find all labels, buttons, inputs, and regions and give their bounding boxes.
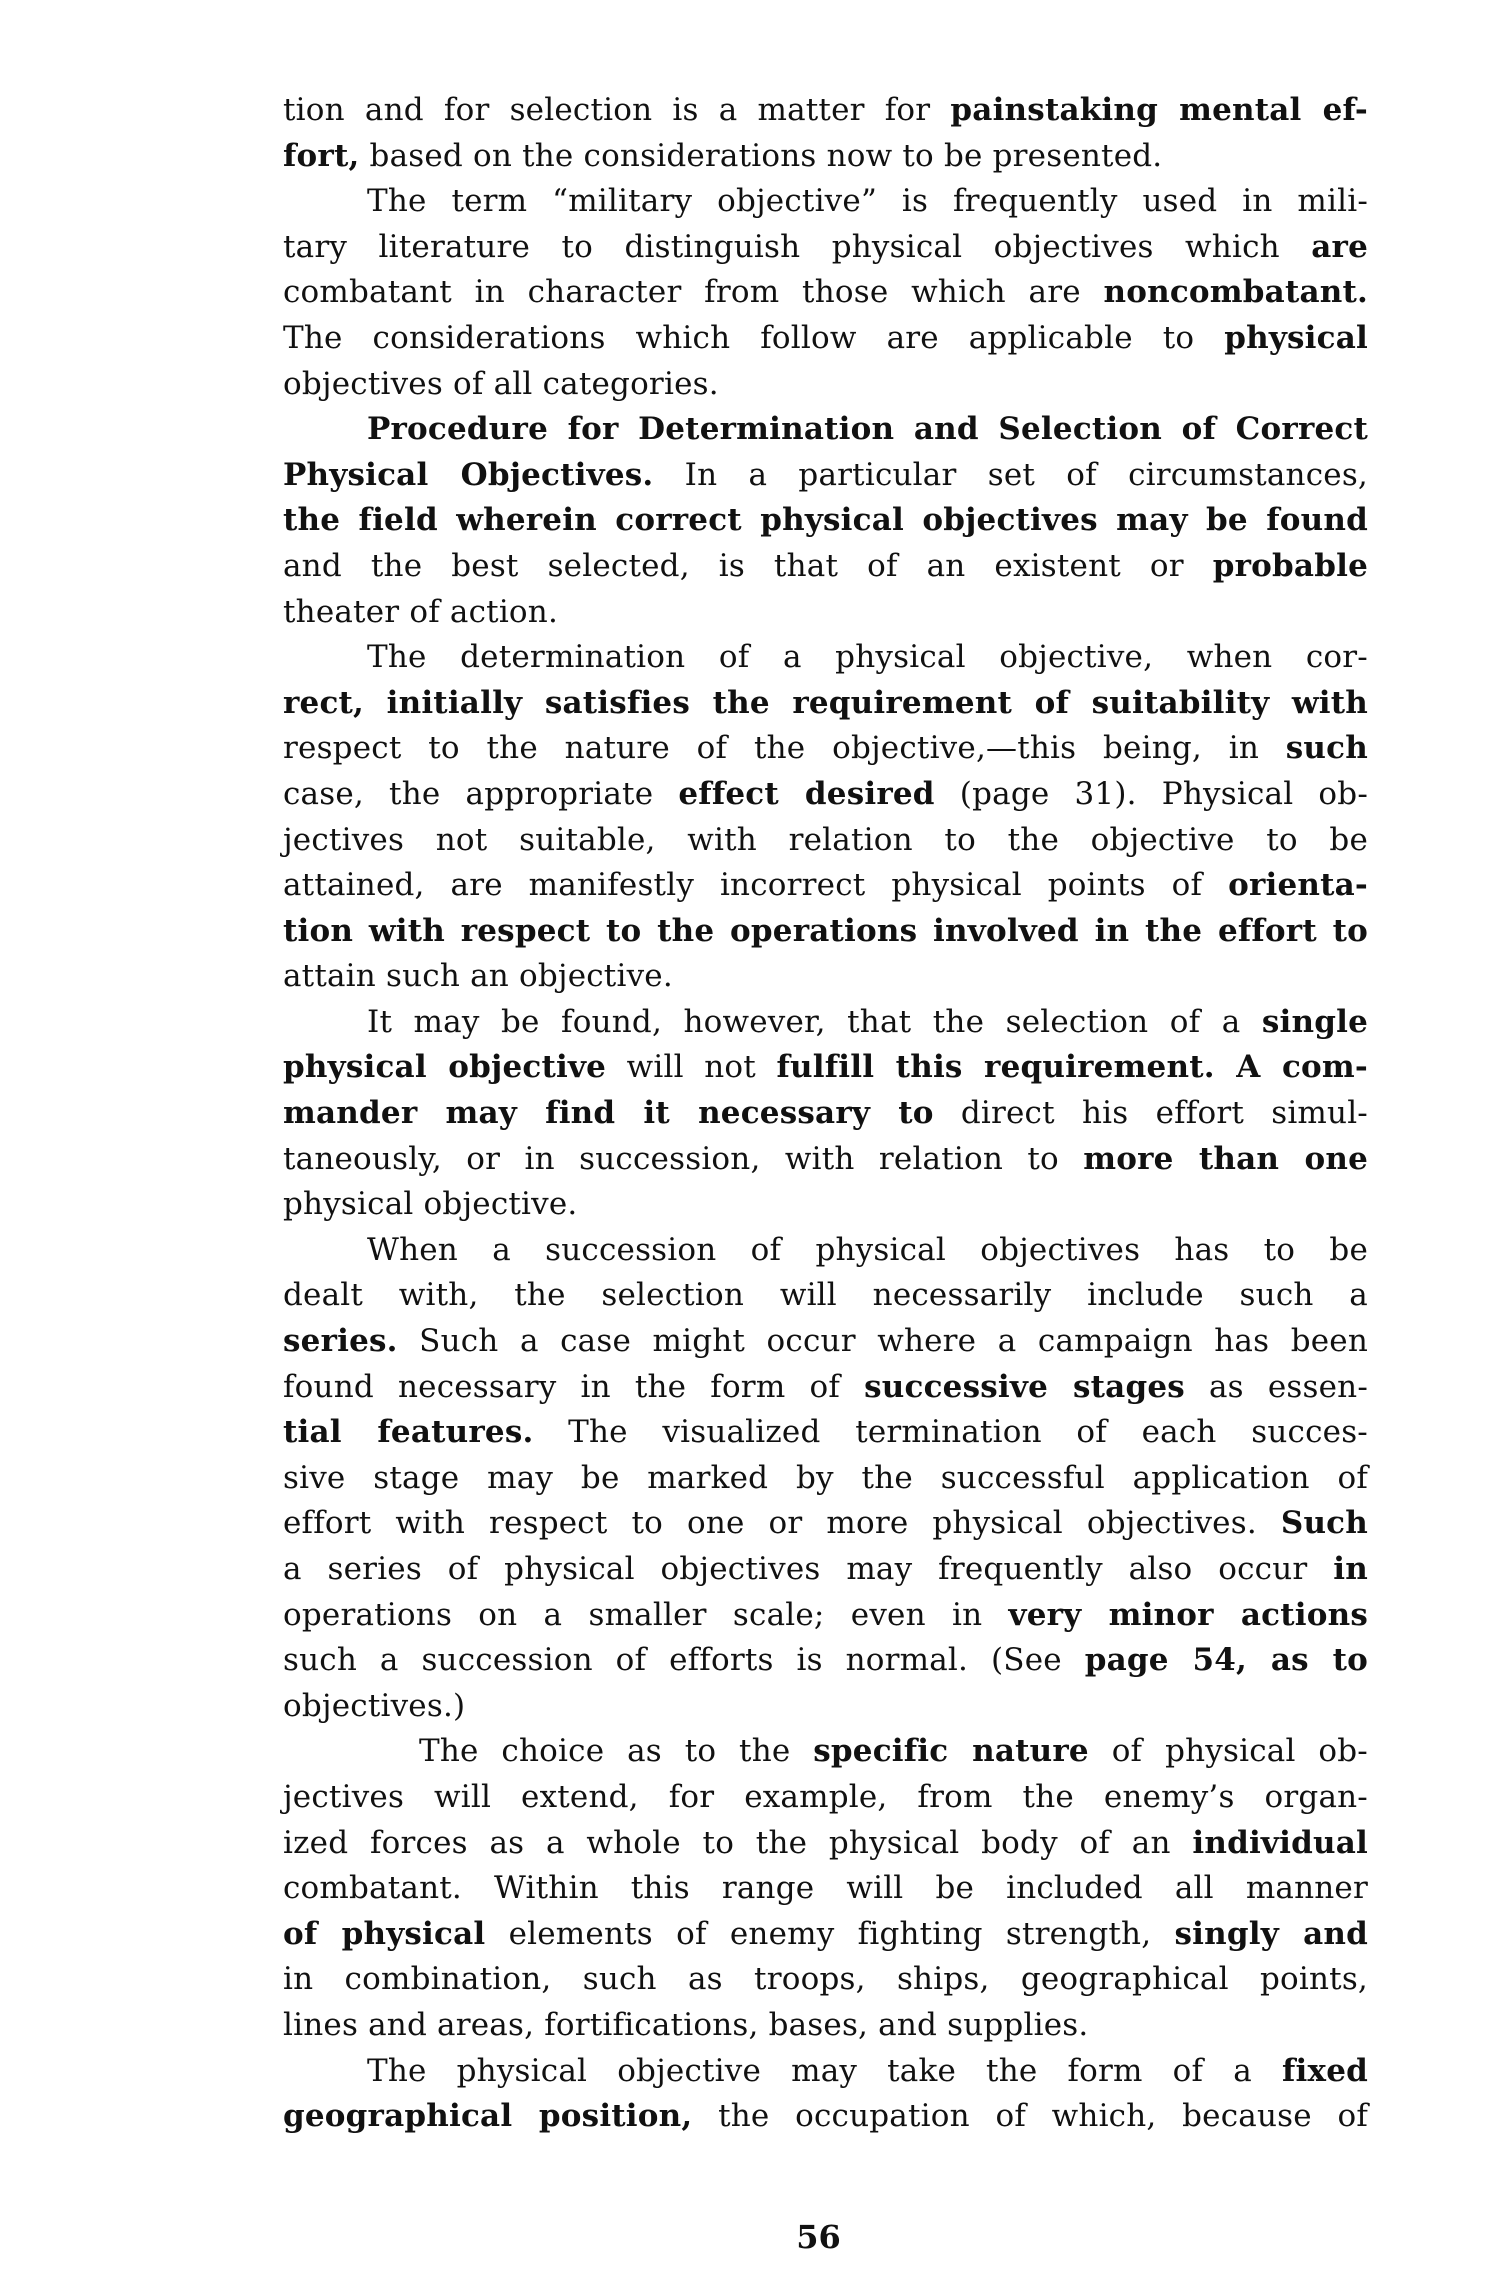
text-line	[283, 544, 1368, 590]
text-run: operations on a smaller scale; even in	[283, 1596, 1009, 1633]
bold-text-run: specific nature	[813, 1733, 1089, 1770]
text-line	[283, 2049, 1368, 2095]
bold-text-run: probable	[1212, 547, 1368, 584]
bold-text-run: page 54, as to	[1084, 1642, 1368, 1679]
text-line	[283, 954, 1368, 1000]
bold-text-run: fort,	[283, 137, 360, 174]
bold-text-run: fulfill this requirement. A com-	[776, 1049, 1368, 1086]
bold-text-run: physical objective	[283, 1049, 607, 1086]
text-line	[283, 88, 1368, 134]
text-line	[283, 1638, 1368, 1684]
text-run: When a succession of physical objectives has to be	[367, 1231, 1368, 1268]
text-line	[283, 772, 1368, 818]
text-run: dealt with, the selection will necessarily include such a	[283, 1277, 1368, 1314]
text-run: The physical objective may take the form of a	[367, 2052, 1282, 2089]
text-run: tion and for selection is a matter for	[283, 92, 951, 128]
bold-text-run: very minor actions	[1008, 1596, 1368, 1633]
text-line	[283, 1866, 1368, 1912]
text-line	[283, 1091, 1368, 1137]
bold-text-run: are	[1311, 228, 1368, 265]
text-run: found necessary in the form of	[283, 1368, 865, 1405]
bold-text-run: noncombatant.	[1103, 274, 1368, 311]
text-run: respect to the nature of the objective,—this being, in	[283, 730, 1286, 767]
text-line	[283, 1319, 1368, 1365]
text-line	[283, 1547, 1368, 1593]
text-run: The considerations which follow are applicable to	[283, 319, 1225, 356]
text-line	[283, 1729, 1368, 1775]
text-run: objectives.)	[283, 1687, 466, 1724]
text-line	[283, 1273, 1368, 1319]
text-line	[283, 362, 1368, 408]
bold-text-run: fixed	[1282, 2052, 1368, 2089]
bold-text-run: in the effort to	[1094, 912, 1368, 949]
page-number	[0, 2218, 1511, 2256]
text-line	[283, 1137, 1368, 1183]
paragraph-p7-fixed-position	[283, 2049, 1368, 2140]
bold-text-run: Physical Objectives.	[283, 456, 654, 493]
text-run: direct his effort simul-	[933, 1095, 1368, 1132]
bold-text-run: series.	[283, 1323, 398, 1360]
text-run: will not	[606, 1049, 777, 1086]
text-line	[283, 1501, 1368, 1547]
text-line	[283, 407, 1368, 453]
paragraph-p2-procedure	[283, 407, 1368, 635]
bold-text-run: painstaking mental ef-	[950, 92, 1368, 128]
bold-text-run: more than one	[1083, 1140, 1368, 1177]
text-run: the occupation of which, because of	[692, 2098, 1368, 2135]
text-line	[283, 681, 1368, 727]
bold-text-run: individual	[1192, 1824, 1368, 1861]
text-run: case, the appropriate	[283, 775, 679, 812]
text-run: The term “military objective” is frequently used in mili-	[367, 183, 1368, 220]
text-line	[283, 818, 1368, 864]
text-line	[283, 1912, 1368, 1958]
text-line	[283, 225, 1368, 271]
text-line	[283, 1045, 1368, 1091]
text-line	[283, 2003, 1368, 2049]
text-run: combatant. Within this range will be included all manner	[283, 1870, 1368, 1907]
text-run: and the best selected, is that of an existent or	[283, 547, 1213, 584]
text-run: objectives of all categories.	[283, 365, 719, 402]
bold-text-run: orienta-	[1228, 867, 1368, 904]
body-text	[283, 88, 1368, 2140]
text-line	[283, 1000, 1368, 1046]
bold-text-run: rect, initially satisfies the requirement of suitability with	[283, 684, 1368, 721]
text-run: in combination, such as troops, ships, geographical points,	[283, 1961, 1368, 1998]
text-run: The visualized termination of each succes-	[533, 1414, 1368, 1451]
text-run: physical objective.	[283, 1186, 578, 1223]
text-run: (page 31). Physical ob-	[934, 775, 1369, 812]
text-line	[283, 1775, 1368, 1821]
text-line	[283, 1456, 1368, 1502]
text-line	[283, 498, 1368, 544]
text-line	[283, 2094, 1368, 2140]
text-line	[283, 726, 1368, 772]
text-run: ized forces as a whole to the physical body of an	[283, 1824, 1193, 1861]
text-run: elements of enemy fighting strength,	[485, 1915, 1175, 1952]
bold-text-run: the field wherein correct physical objectives may be found	[283, 502, 1368, 539]
paragraph-p0-continuation	[283, 88, 1368, 179]
paragraph-p6-specific-nature	[283, 1729, 1368, 2048]
text-line	[283, 635, 1368, 681]
text-line	[283, 1410, 1368, 1456]
bold-text-run: in	[1333, 1551, 1368, 1587]
text-run: attain such an objective.	[283, 958, 673, 995]
document-page	[283, 88, 1368, 2140]
text-run: effort with respect to one or more physical objectives.	[283, 1505, 1281, 1542]
text-run: The choice as to the	[419, 1733, 814, 1770]
text-run: attained, are manifestly incorrect physical points of	[283, 867, 1229, 904]
bold-text-run: such	[1285, 730, 1368, 767]
text-line	[283, 1593, 1368, 1639]
text-run: combatant in character from those which are	[283, 274, 1104, 311]
paragraph-p4-single-objective	[283, 1000, 1368, 1228]
text-line	[283, 1228, 1368, 1274]
text-run: tary literature to distinguish physical objectives which	[283, 228, 1312, 265]
text-line	[283, 863, 1368, 909]
text-run: The determination of a physical objective, when cor-	[367, 639, 1368, 676]
text-line	[283, 1957, 1368, 2003]
bold-text-run: geographical position,	[283, 2098, 693, 2135]
text-line	[283, 316, 1368, 362]
text-run: a series of physical objectives may frequently also occur	[283, 1551, 1334, 1587]
bold-text-run: of physical	[283, 1915, 486, 1952]
text-line	[283, 179, 1368, 225]
text-run: It may be found, however, that the selection of a	[367, 1003, 1262, 1040]
text-run: lines and areas, fortifications, bases, and supplies.	[283, 2006, 1089, 2043]
bold-text-run: physical	[1224, 319, 1368, 356]
paragraph-p1-military-objective	[283, 179, 1368, 407]
text-run: sive stage may be marked by the successful application of	[283, 1459, 1368, 1496]
bold-text-run: successive stages	[864, 1368, 1185, 1405]
text-run: taneously, or in succession, with relation to	[283, 1140, 1084, 1177]
paragraph-p3-determination	[283, 635, 1368, 1000]
text-run: Such a case might occur where a campaign has been	[397, 1323, 1368, 1360]
text-line	[283, 1365, 1368, 1411]
text-line	[283, 270, 1368, 316]
page-number-label: 56	[796, 2218, 841, 2256]
text-run: of physical ob-	[1088, 1733, 1368, 1770]
bold-text-run: effect desired	[678, 775, 935, 812]
text-run: theater of action.	[283, 593, 559, 630]
bold-text-run: single	[1261, 1003, 1368, 1040]
bold-text-run: tion with respect to the operations involved	[283, 912, 1095, 949]
bold-text-run: singly and	[1174, 1915, 1368, 1952]
bold-text-run: Procedure for Determination and Selection of Correct	[367, 411, 1368, 448]
bold-text-run: Such	[1280, 1505, 1368, 1542]
text-line	[283, 453, 1368, 499]
text-run: jectives will extend, for example, from the enemy’s organ-	[283, 1778, 1368, 1815]
text-run: jectives not suitable, with relation to the objective to be	[283, 821, 1368, 858]
text-line	[283, 590, 1368, 636]
bold-text-run: tial features.	[283, 1414, 534, 1451]
bold-text-run: mander may find it necessary to	[283, 1095, 934, 1132]
text-line	[283, 134, 1368, 180]
text-line	[283, 909, 1368, 955]
text-line	[283, 1821, 1368, 1867]
text-run: In a particular set of circumstances,	[653, 456, 1368, 493]
text-run: as essen-	[1184, 1368, 1368, 1405]
text-line	[283, 1182, 1368, 1228]
text-run: based on the considerations now to be presented.	[359, 137, 1163, 174]
paragraph-p5-succession	[283, 1228, 1368, 1730]
text-run: such a succession of efforts is normal. (See	[283, 1642, 1085, 1679]
text-line	[283, 1684, 1368, 1730]
